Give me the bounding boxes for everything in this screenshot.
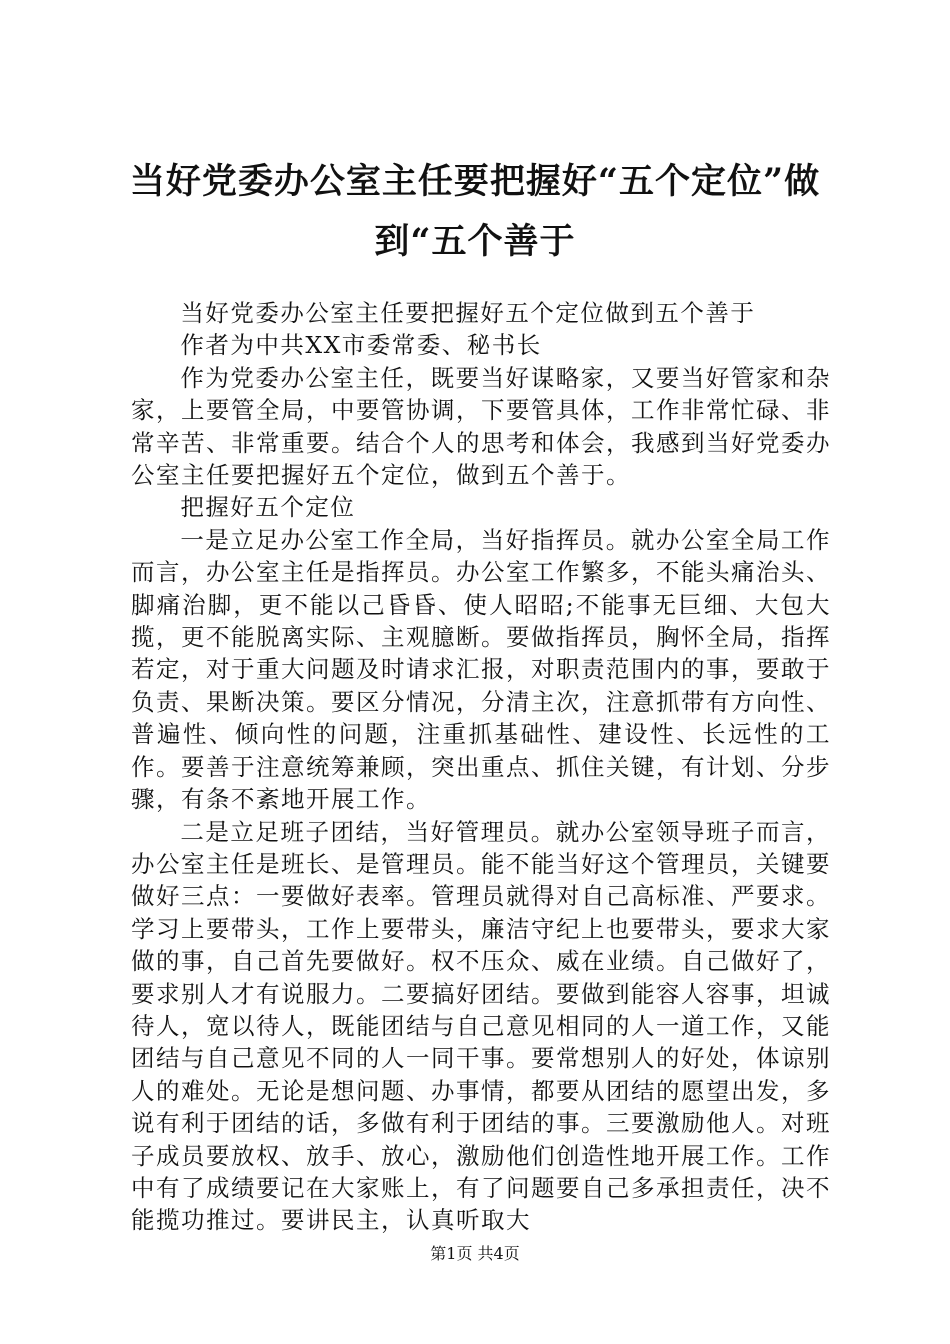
paragraph-author: 作者为中共XX市委常委、秘书长 xyxy=(180,331,542,360)
document-title-line-2: 到“五个善于 xyxy=(374,221,576,262)
section-heading: 把握好五个定位 xyxy=(180,493,356,522)
paragraph-point-2: 二是立足班子团结，当好管理员。就办公室领导班子而言，办公室主任是班长、是管理员。能不能当好这个管理员，关键要做好三点：一要做好表率。管理员就得对自己高标准、严要求。学习上要带头，工作上要带头，廉洁守纪上也要带头，要求大家做的事，自己首先要做好。权不压众、威在业绩。自己做好了，要求别人才有说服力。二要搞好团结。要做到能容人容事，坦诚待人，宽以待人，既能团结与自己意见相同的人一道工作，又能团结与自己意见不同的人一同干事。要常想别人的好处，体谅别人的难处。无论是想问题、办事情，都要从团结的愿望出发，多说有利于团结的话，多做有利于团结的事。三要激励他人。对班子成员要放权、放手、放心，激励他们创造性地开展工作。工作中有了成绩要记在大家账上，有了问题要自己多承担责任，决不能揽功推过。要讲民主，认真听取大 xyxy=(131,817,831,1235)
document-title-line-1: 当好党委办公室主任要把握好“五个定位”做 xyxy=(129,161,821,202)
page-footer: 第1页 共4页 xyxy=(430,1244,520,1263)
paragraph-point-1: 一是立足办公室工作全局，当好指挥员。就办公室全局工作而言，办公室主任是指挥员。办公室工作繁多，不能头痛治头、脚痛治脚，更不能以己昏昏、使人昭昭;不能事无巨细、大包大揽，更不能脱离实际、主观臆断。要做指挥员，胸怀全局，指挥若定，对于重大问题及时请求汇报，对职责范围内的事，要敢于负责、果断决策。要区分情况，分清主次，注意抓带有方向性、普遍性、倾向性的问题，注重抓基础性、建设性、长远性的工作。要善于注意统筹兼顾，突出重点、抓住关键，有计划、分步骤，有条不紊地开展工作。 xyxy=(131,525,831,814)
paragraph-intro: 作为党委办公室主任，既要当好谋略家，又要当好管家和杂家，上要管全局，中要管协调，下要管具体，工作非常忙碌、非常辛苦、非常重要。结合个人的思考和体会，我感到当好党委办公室主任要把握好五个定位，做到五个善于。 xyxy=(131,363,831,490)
document-body xyxy=(131,297,831,1237)
paragraph-subtitle: 当好党委办公室主任要把握好五个定位做到五个善于 xyxy=(180,299,756,327)
